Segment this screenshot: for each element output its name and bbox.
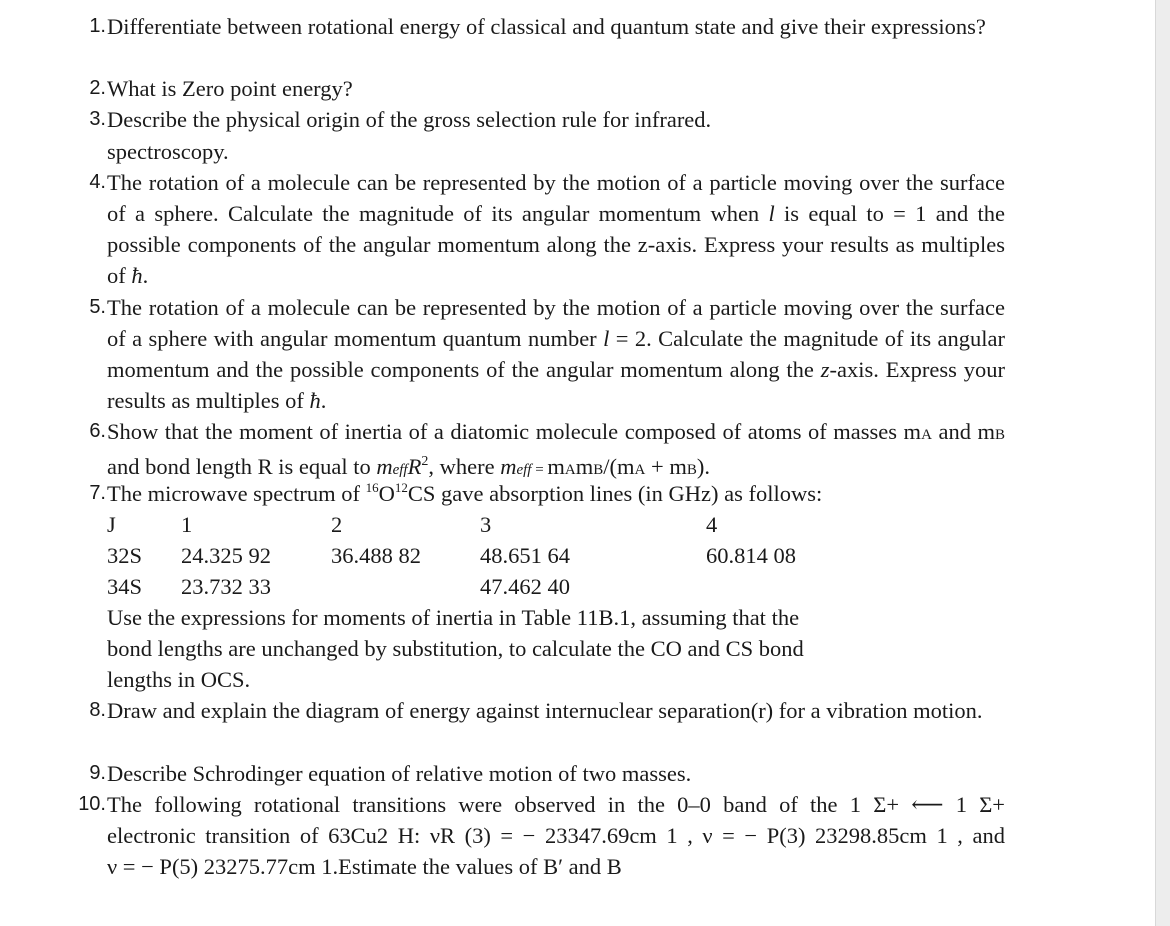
question-number: 10. <box>78 793 106 815</box>
question-10-line-3: ν = − P(5) 23275.77cm 1.Estimate the values of B′ and B <box>107 854 622 879</box>
table-cell: 47.462 40 <box>480 574 570 599</box>
question-6-text: Show that the moment of inertia of a diatomic molecule composed of atoms of masses mA and mB and bond length R is equal to meffR$^2$, where meff = mAmB/(mA + mB). <box>107 419 1005 479</box>
table-cell: 48.651 64 <box>480 543 570 568</box>
table-header-cell: J <box>107 512 116 537</box>
scrollbar[interactable] <box>1155 0 1170 926</box>
question-number: 6. <box>89 420 106 442</box>
question-3-line-2: spectroscopy. <box>107 139 229 164</box>
table-header-cell: 3 <box>480 512 492 537</box>
table-header-cell: 2 <box>331 512 343 537</box>
question-8-text: Draw and explain the diagram of energy against internuclear separation(r) for a vibration motion. <box>107 698 983 723</box>
table-header-cell: 4 <box>706 512 718 537</box>
question-number: 5. <box>89 296 106 318</box>
question-number: 2. <box>89 77 106 99</box>
question-7-after-line-3: lengths in OCS. <box>107 667 251 692</box>
question-number: 1. <box>89 15 106 37</box>
table-cell: 23.732 33 <box>181 574 271 599</box>
question-1-text: Differentiate between rotational energy of classical and quantum state and give their expressions? <box>107 14 986 39</box>
question-10-line-1: The following rotational transitions were observed in the 0–0 band of the 1 Σ+ ⟵ 1 Σ+ <box>107 792 1005 817</box>
table-cell: 60.814 08 <box>706 543 796 568</box>
question-4-text: The rotation of a molecule can be represented by the motion of a particle moving over the surface of a sphere. Calculate the magnitude of its angular momentum when l is equal to = 1 and the possible components of the angular momentum along the z-axis. Express your results as multiples of ħ. <box>107 170 1005 288</box>
question-2-text: What is Zero point energy? <box>107 76 353 101</box>
question-7-text: The microwave spectrum of $^{16}O^{12}CS$ gave absorption lines (in GHz) as follows: <box>107 479 823 506</box>
question-7-after-line-2: bond lengths are unchanged by substitution, to calculate the CO and CS bond <box>107 636 804 661</box>
question-9-text: Describe Schrodinger equation of relative motion of two masses. <box>107 761 692 786</box>
table-header-cell: 1 <box>181 512 193 537</box>
question-7-after-line-1: Use the expressions for moments of inertia in Table 11B.1, assuming that the <box>107 605 800 630</box>
question-10-line-2: electronic transition of 63Cu2 H: νR (3) = − 23347.69cm 1 , ν = − P(3) 23298.85cm 1 , and <box>107 823 1005 848</box>
table-cell: 24.325 92 <box>181 543 271 568</box>
table-cell: 32S <box>107 543 143 568</box>
table-cell: 34S <box>107 574 143 599</box>
table-cell: 36.488 82 <box>331 543 421 568</box>
question-number: 9. <box>89 762 106 784</box>
question-3-line-1: Describe the physical origin of the gross selection rule for infrared. <box>107 107 712 132</box>
question-number: 7. <box>89 482 106 504</box>
question-number: 8. <box>89 699 106 721</box>
question-5-text: The rotation of a molecule can be represented by the motion of a particle moving over the surface of a sphere with angular momentum quantum number l = 2. Calculate the magnitude of its angular momentum and the possible components of the angular momentum along the z-axis. Express your results as multiples of ħ. <box>107 295 1005 413</box>
question-number: 4. <box>89 171 106 193</box>
question-number: 3. <box>89 108 106 130</box>
